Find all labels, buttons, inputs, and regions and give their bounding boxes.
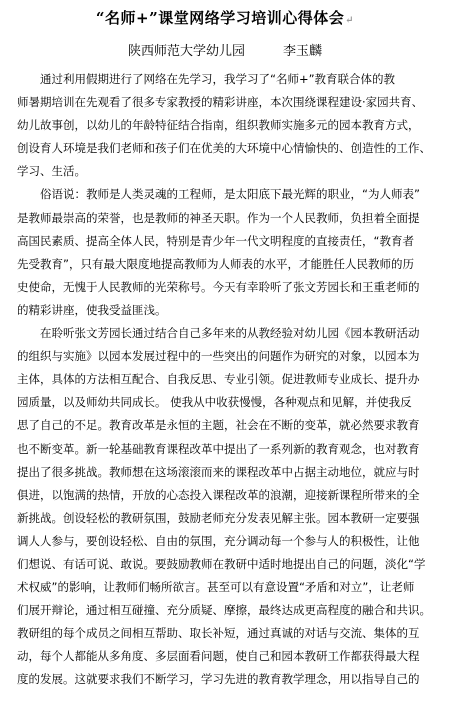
paragraph-mark-icon: ↵ [345, 15, 355, 26]
body-line: 幼儿故事创，以幼儿的年龄特征结合指南，组织教师实施多元的园本教育方式， [17, 118, 420, 133]
body-line: 动，每个人都能从多角度、多层面看问题，使自己和园本教研工作都获得最大程 [17, 649, 420, 664]
body-line: 师暑期培训在先观看了很多专家教授的精彩讲座，本次围绕课程建设·家园共育、 [17, 95, 424, 110]
body-line: 在聆听张文芳园长通过结合自己多年来的从教经验对幼儿园《园本教研活动 [17, 326, 420, 341]
body-line: 高国民素质、提高全体人民，特别是青少年一代文明程度的直接责任，“教育者 [17, 233, 414, 248]
body-line: 是教师最崇高的荣誉，也是教师的神圣天职。作为一个人民教师，负担着全面提 [17, 210, 420, 225]
body-line: 主体，具体的方法相互配合、自我反思、专业引领。促进教师专业成长、提升办 [17, 372, 420, 387]
document-body [17, 68, 445, 692]
body-line: 教研组的每个成员之间相互帮助、取长补短，通过真诚的对话与交流、集体的互 [17, 626, 420, 641]
body-line: 提出了很多挑战。教师想在这场滚滚而来的课程改革中占据主动地位，就应与时 [17, 464, 420, 479]
body-line: 史使命，无愧于人民教师的光荣称号。今天有幸聆听了张文芳园长和王重老师的 [17, 279, 420, 294]
body-line: 的精彩讲座，使我受益匪浅。 [17, 302, 167, 317]
body-line: 俗语说：教师是人类灵魂的工程师，是太阳底下最光辉的职业，“为人师表” [17, 187, 420, 202]
body-line: 也不断变革。新一轮基础教育课程改革中提出了一系列新的教育观念，也对教育 [17, 441, 420, 456]
body-line: 学习、生活。 [17, 164, 86, 179]
body-line: 新挑战。创设轻松的教研氛围，鼓励老师充分发表见解主张。园本教研一定要强 [17, 510, 420, 525]
author-organization: 陕西师范大学幼儿园 [127, 44, 245, 59]
author-line [0, 40, 450, 59]
document-title [0, 7, 450, 28]
body-line: 俱进，以饱满的热情，开放的心态投入课程改革的浪潮，迎接新课程所带来的全 [17, 487, 420, 502]
body-line: 们想说、有话可说、敢说。要鼓励教师在教研中适时地提出自己的问题，淡化“学 [17, 556, 426, 571]
body-line: 思了自己的不足。教育改革是永恒的主题，社会在不断的变革，就必然要求教育 [17, 418, 420, 433]
author-name: 李玉麟 [283, 44, 323, 59]
body-line: 术权威”的影响，让教师们畅所欲言。甚至可以有意设置“矛盾和对立”，让老师 [17, 580, 415, 595]
body-line: 创设育人环境是我们老师和孩子们在优美的大环境中心情愉快的、创造性的工作、 [17, 141, 431, 156]
document-title-text: “名师+”课堂网络学习培训心得体会 [95, 9, 345, 27]
body-line: 调人人参与，要创设轻松、自由的氛围，充分调动每一个参与人的积极性，让他 [17, 533, 420, 548]
body-line: 度的发展。这就要求我们不断学习，学习先进的教育教学理念，用以指导自己的 [17, 672, 420, 687]
body-line: 通过利用假期进行了网络在先学习，我学习了“名师+”教育联合体的教 [17, 72, 396, 86]
body-line: 园质量，以及师幼共同成长。 使我从中收获慢慢，各种观点和见解，并使我反 [17, 395, 412, 410]
body-line: 们展开辩论，通过相互碰撞、充分质疑、摩擦，最终达成更高程度的融合和共识。 [17, 603, 431, 618]
body-line: 先受教育”，只有最大限度地提高教师为人师表的水平，才能胜任人民教师的历 [17, 256, 414, 271]
body-line: 的组织与实施》以园本发展过程中的一些突出的问题作为研究的对象，以园本为 [17, 349, 420, 364]
